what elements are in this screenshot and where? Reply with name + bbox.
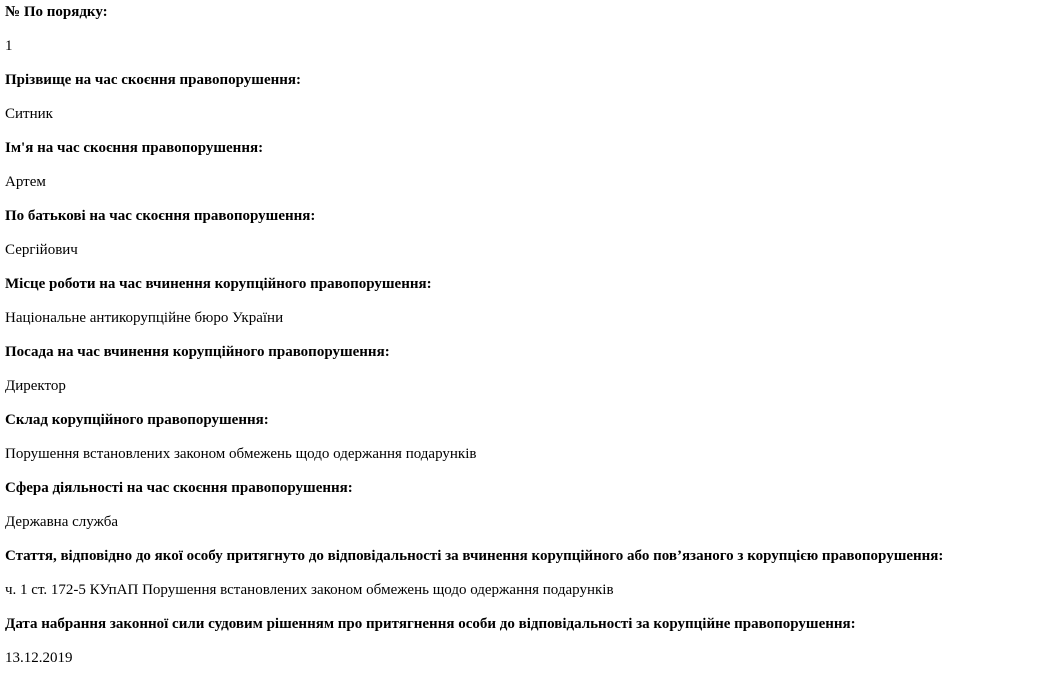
field-label-position: Посада на час вчинення корупційного правопорушення: bbox=[5, 344, 390, 360]
field-value-position: Директор bbox=[5, 378, 66, 394]
field-value-offense-composition: Порушення встановлених законом обмежень щодо одержання подарунків bbox=[5, 446, 477, 462]
field-label-activity-sphere: Сфера діяльності на час скоєння правопорушення: bbox=[5, 480, 353, 496]
field-value-article: ч. 1 ст. 172-5 КУпАП Порушення встановлених законом обмежень щодо одержання подарунків bbox=[5, 582, 614, 598]
field-value-activity-sphere: Державна служба bbox=[5, 514, 119, 530]
field-value-workplace: Національне антикорупційне бюро України bbox=[5, 310, 284, 326]
field-label-offense-composition: Склад корупційного правопорушення: bbox=[5, 412, 269, 428]
field-value-patronymic: Сергійович bbox=[5, 242, 78, 258]
field-label-workplace: Місце роботи на час вчинення корупційного правопорушення: bbox=[5, 276, 432, 292]
field-label-article: Стаття, відповідно до якої особу притягнуто до відповідальності за вчинення корупційного або пов’язаного з корупцією правопорушення: bbox=[5, 548, 944, 564]
field-value-ruling-date: 13.12.2019 bbox=[5, 650, 73, 666]
field-label-ruling-date: Дата набрання законної сили судовим рішенням про притягнення особи до відповідальності за корупційне правопорушення: bbox=[5, 616, 856, 632]
field-label-order-number: № По порядку: bbox=[5, 4, 108, 20]
field-value-order-number: 1 bbox=[5, 38, 13, 54]
field-value-first-name: Артем bbox=[5, 174, 46, 190]
field-label-first-name: Ім'я на час скоєння правопорушення: bbox=[5, 140, 264, 156]
field-label-patronymic: По батькові на час скоєння правопорушення: bbox=[5, 208, 316, 224]
field-label-surname: Прізвище на час скоєння правопорушення: bbox=[5, 72, 302, 88]
field-value-surname: Ситник bbox=[5, 106, 53, 122]
